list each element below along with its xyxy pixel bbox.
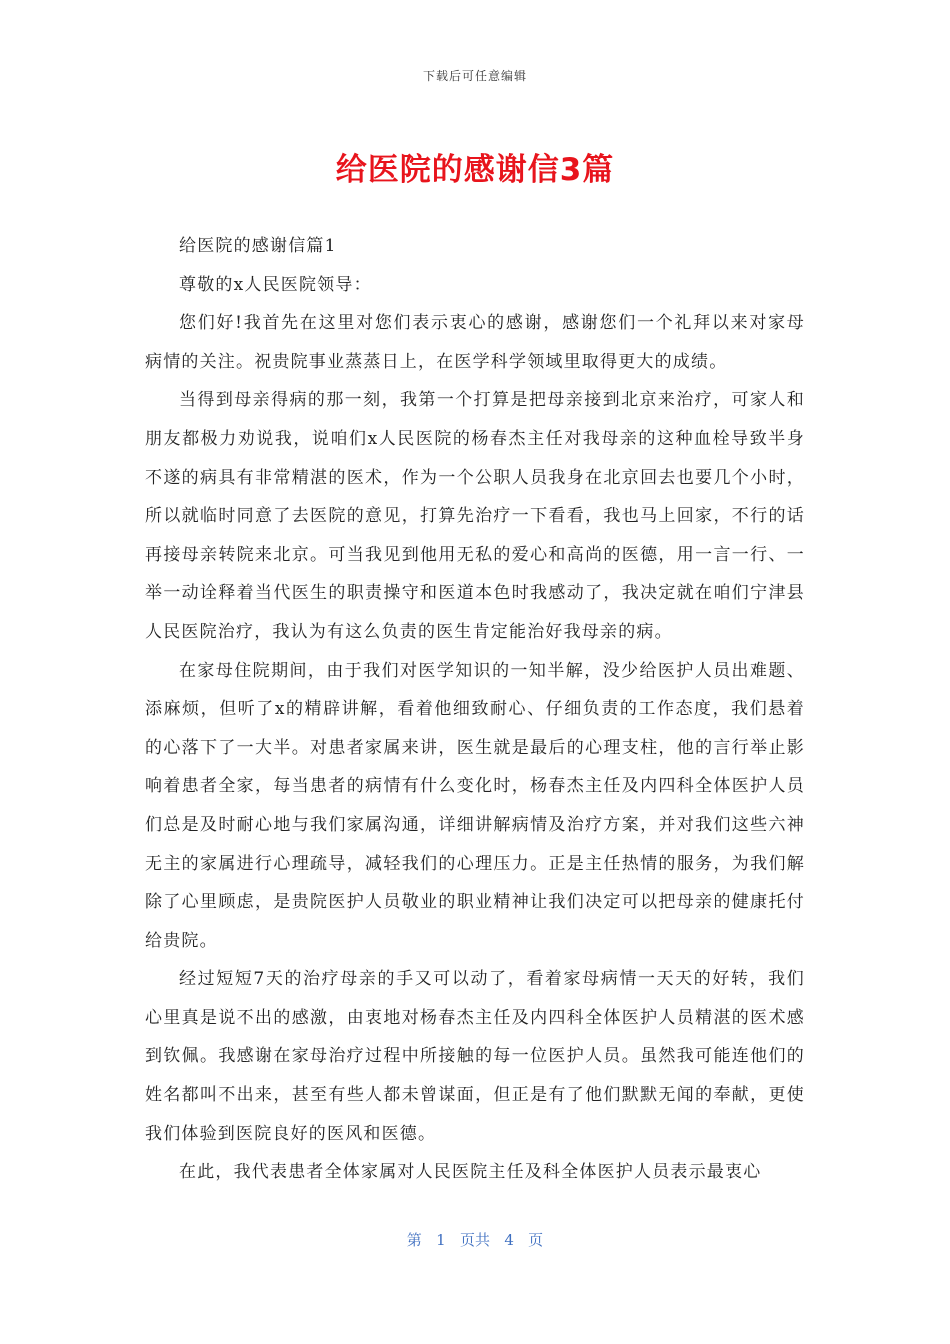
body-paragraph: 您们好!我首先在这里对您们表示衷心的感谢，感谢您们一个礼拜以来对家母病情的关注。祝贵院事业蒸蒸日上，在医学科学领域里取得更大的成绩。 xyxy=(145,313,805,372)
footer-prefix: 第 xyxy=(406,1231,422,1249)
footer-page-number: 1 xyxy=(436,1231,446,1249)
footer-suffix: 页 xyxy=(528,1231,544,1249)
section-heading: 给医院的感谢信篇1 xyxy=(179,236,337,256)
footer-middle: 页共 xyxy=(459,1231,490,1249)
header-note: 下载后可任意编辑 xyxy=(422,69,527,83)
salutation: 尊敬的x人民医院领导： xyxy=(179,274,372,295)
footer-total-pages: 4 xyxy=(504,1231,514,1249)
body-paragraph: 当得到母亲得病的那一刻，我第一个打算是把母亲接到北京来治疗，可家人和朋友都极力劝说我，说咱们x人民医院的杨春杰主任对我母亲的这种血栓导致半身不遂的病具有非常精湛的医术，作为一个公职人员我身在北京回去也要几个小时，所以就临时同意了去医院的意见，打算先治疗一下看看，我也马上回家，不行的话再接母亲转院来北京。可当我见到他用无私的爱心和高尚的医德，用一言一行、一举一动诠释着当代医生的职责操守和医道本色时我感动了，我决定就在咱们宁津县人民医院治疗，我认为有这么负责的医生肯定能治好我母亲的病。 xyxy=(145,390,805,642)
document-body xyxy=(145,227,805,1192)
page-footer xyxy=(0,1229,950,1250)
document-title: 给医院的感谢信3篇 xyxy=(335,152,615,188)
body-paragraph: 在家母住院期间，由于我们对医学知识的一知半解，没少给医护人员出难题、添麻烦，但听了x的精辟讲解，看着他细致耐心、仔细负责的工作态度，我们悬着的心落下了一大半。对患者家属来讲，医生就是最后的心理支柱，他的言行举止影响着患者全家，每当患者的病情有什么变化时，杨春杰主任及内四科全体医护人员们总是及时耐心地与我们家属沟通，详细讲解病情及治疗方案，并对我们这些六神无主的家属进行心理疏导，减轻我们的心理压力。正是主任热情的服务，为我们解除了心里顾虑，是贵院医护人员敬业的职业精神让我们决定可以把母亲的健康托付给贵院。 xyxy=(145,660,805,951)
body-paragraph: 在此，我代表患者全体家属对人民医院主任及科全体医护人员表示最衷心 xyxy=(179,1162,762,1183)
body-paragraph: 经过短短7天的治疗母亲的手又可以动了，看着家母病情一天天的好转，我们心里真是说不出的感激，由衷地对杨春杰主任及内四科全体医护人员精湛的医术感到钦佩。我感谢在家母治疗过程中所接触的每一位医护人员。虽然我可能连他们的姓名都叫不出来，甚至有些人都未曾谋面，但正是有了他们默默无闻的奉献，更使我们体验到医院良好的医风和医德。 xyxy=(145,969,805,1144)
